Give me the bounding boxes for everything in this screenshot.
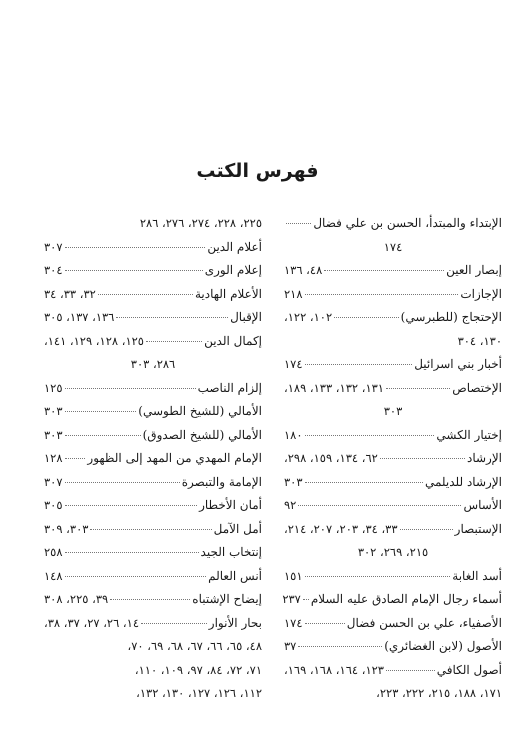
entry-title: الأمالي (للشيخ الصدوق) — [142, 427, 262, 442]
index-entry — [284, 541, 502, 565]
index-entry — [44, 565, 262, 589]
index-entry — [284, 259, 502, 283]
index-entry — [284, 377, 502, 401]
entry-title: الإرشاد — [466, 451, 502, 465]
index-entry — [44, 494, 262, 518]
entry-pages: ٣٧ — [284, 639, 297, 653]
entry-title: الإستبصار — [454, 521, 502, 536]
entry-pages: ٢٥٨ — [44, 545, 63, 559]
entry-title: إيضاح الإشتباه — [192, 592, 262, 606]
entry-pages: ٣٣، ٣٤، ٢٠٣، ٢٠٧، ٢١٤، — [284, 521, 398, 536]
entry-pages: ٤٨، ١٣٦ — [284, 263, 323, 277]
entry-pages: ١٤، ٢٦، ٢٧، ٣٧، ٣٨، — [44, 615, 140, 630]
index-entry — [44, 682, 262, 706]
index-entry — [44, 659, 262, 683]
entry-pages: ٣٠٥ — [44, 498, 63, 512]
index-entry — [284, 565, 502, 589]
entry-pages: ١٢٥، ١٢٨، ١٢٩، ١٤١، — [44, 333, 144, 348]
leader-dots — [334, 317, 399, 318]
entry-pages: ١٧٤ — [284, 615, 303, 630]
leader-dots — [65, 576, 207, 577]
entry-pages: ١٣١، ١٣٢، ١٣٣، ١٨٩، — [284, 380, 384, 395]
leader-dots — [305, 482, 423, 483]
entry-pages: ٣٠٣ — [383, 404, 403, 418]
index-entry — [284, 612, 502, 636]
entry-title: أمل الآمل — [213, 521, 262, 536]
entry-title: أمان الأخطار — [199, 498, 262, 512]
entry-pages: ٣٠٤ — [44, 263, 63, 277]
leader-dots — [305, 364, 413, 365]
index-entry — [44, 259, 262, 283]
entry-pages: ١١٢، ١٢٦، ١٢٧، ١٣٠، ١٣٢، — [136, 686, 262, 700]
leader-dots — [110, 599, 190, 600]
leader-dots — [305, 435, 435, 436]
index-entry — [44, 377, 262, 401]
index-entry — [284, 306, 502, 330]
page-title: فهرس الكتب — [196, 160, 319, 182]
entry-pages: ١٧٤ — [284, 357, 303, 371]
entry-pages: ١٣٠، ٣٠٤ — [457, 333, 502, 348]
index-entry — [44, 447, 262, 471]
leader-dots — [65, 552, 199, 553]
entry-title: الإبتداء والمبتدأ، الحسن بن علي فضال — [313, 216, 502, 230]
entry-title: أصول الكافي — [436, 662, 502, 677]
entry-pages: ٩٢ — [284, 498, 297, 512]
entry-title: الإمامة والتبصرة — [181, 474, 262, 489]
leader-dots — [400, 529, 453, 530]
leader-dots — [386, 670, 435, 671]
entry-title: إبصار العين — [446, 263, 502, 277]
entry-title: أنس العالم — [208, 568, 262, 583]
index-entry — [284, 471, 502, 495]
index-entry — [44, 471, 262, 495]
entry-pages: ٣٢، ٣٣، ٣٤ — [44, 286, 96, 301]
entry-pages: ٦٢، ١٣٤، ١٥٩، ٢٩٨، — [284, 451, 378, 465]
entry-pages: ٤٨، ٦٥، ٦٦، ٦٧، ٦٨، ٦٩، ٧٠، — [127, 639, 262, 653]
leader-dots — [65, 482, 180, 483]
leader-dots — [324, 270, 444, 271]
entry-pages: ٢٢٥، ٢٢٨، ٢٧٤، ٢٧٦، ٢٨٦ — [139, 216, 262, 230]
entry-pages: ٧١، ٧٢، ٨٤، ٩٧، ١٠٩، ١١٠، — [134, 662, 262, 677]
leader-dots — [65, 505, 198, 506]
index-entry — [44, 283, 262, 307]
entry-pages: ٣٠٣ — [44, 427, 63, 442]
leader-dots — [65, 411, 137, 412]
index-entry — [284, 494, 502, 518]
index-entry — [284, 659, 502, 683]
index-column-right — [284, 212, 502, 706]
index-entry — [44, 212, 262, 236]
entry-title: الأمالي (للشيخ الطوسي) — [138, 404, 262, 418]
index-entry — [284, 400, 502, 424]
entry-pages: ١٧١، ١٨٨، ٢١٥، ٢٢٢، ٢٢٣، — [376, 686, 502, 700]
index-entry — [44, 330, 262, 354]
entry-title: إلزام الناصب — [197, 380, 262, 395]
index-entry — [284, 518, 502, 542]
leader-dots — [305, 294, 459, 295]
entry-title: أخبار بني اسرائيل — [414, 357, 502, 371]
leader-dots — [65, 458, 86, 459]
entry-pages: ٣٠٣، ٣٠٩ — [44, 521, 89, 536]
entry-pages: ٣٩، ٢٢٥، ٣٠٨ — [44, 592, 109, 606]
entry-title: الأصول (لابن الغضائري) — [384, 639, 502, 653]
entry-pages: ٣٠٣ — [44, 404, 63, 418]
entry-pages: ١٠٢، ١٢٢، — [284, 310, 333, 324]
entry-pages: ١٤٨ — [44, 568, 63, 583]
entry-title: الأصفياء، علي بن الحسن فضال — [346, 615, 502, 630]
entry-pages: ٣٠٣ — [284, 474, 303, 489]
index-entry — [284, 236, 502, 260]
entry-pages: ٣٠٧ — [44, 239, 63, 254]
entry-title: الإختصاص — [452, 380, 502, 395]
entry-pages: ٢١٨ — [284, 286, 303, 301]
leader-dots — [90, 529, 211, 530]
leader-dots — [141, 623, 207, 624]
index-entry — [284, 588, 502, 612]
entry-pages: ١٢٣، ١٦٤، ١٦٨، ١٦٩، — [284, 662, 384, 677]
index-entry — [284, 212, 502, 236]
entry-pages: ١٢٨ — [44, 451, 63, 465]
index-entry — [44, 612, 262, 636]
leader-dots — [65, 435, 141, 436]
index-entry — [44, 400, 262, 424]
index-entry — [284, 283, 502, 307]
leader-dots — [116, 317, 228, 318]
index-entry — [44, 635, 262, 659]
entry-pages: ٢٨٦، ٣٠٣ — [130, 357, 176, 371]
index-entry — [44, 353, 262, 377]
entry-pages: ١٣٦، ١٣٧، ٣٠٥ — [44, 310, 115, 324]
entry-pages: ١٨٠ — [284, 427, 303, 442]
leader-dots — [65, 270, 203, 271]
index-entry — [44, 541, 262, 565]
entry-pages: ١٢٥ — [44, 380, 63, 395]
index-entry — [44, 306, 262, 330]
index-entry — [284, 424, 502, 448]
index-entry — [44, 588, 262, 612]
leader-dots — [298, 505, 461, 506]
entry-title: الإمام المهدي من المهد إلى الظهور — [87, 451, 262, 465]
leader-dots — [65, 247, 206, 248]
index-entry — [284, 330, 502, 354]
index-entry — [44, 424, 262, 448]
entry-pages: ١٧٤ — [383, 239, 403, 254]
entry-title: أسماء رجال الإمام الصادق عليه السلام — [310, 592, 502, 606]
index-column-left — [44, 212, 262, 706]
leader-dots — [303, 599, 309, 600]
leader-dots — [65, 388, 196, 389]
entry-pages: ١٥١ — [284, 568, 303, 583]
entry-pages: ٣٠٧ — [44, 474, 63, 489]
leader-dots — [305, 623, 345, 624]
leader-dots — [386, 388, 450, 389]
index-entry — [44, 518, 262, 542]
leader-dots — [286, 223, 311, 224]
entry-title: الإرشاد للديلمي — [424, 474, 502, 489]
entry-title: إعلام الورى — [204, 263, 262, 277]
index-entry — [284, 682, 502, 706]
entry-title: إكمال الدين — [204, 333, 262, 348]
index-entry — [284, 635, 502, 659]
index-entry — [284, 447, 502, 471]
leader-dots — [298, 646, 382, 647]
index-entry — [44, 236, 262, 260]
entry-title: بحار الأنوار — [208, 615, 262, 630]
entry-title: إنتخاب الجيد — [200, 545, 262, 559]
entry-title: أسد الغابة — [452, 568, 502, 583]
entry-title: الإحتجاج (للطبرسي) — [400, 310, 502, 324]
entry-title: الإقبال — [230, 310, 262, 324]
leader-dots — [305, 576, 451, 577]
leader-dots — [98, 294, 193, 295]
entry-pages: ٢١٥، ٢٦٩، ٣٠٢ — [357, 545, 429, 559]
entry-pages: ٢٣٧ — [282, 592, 301, 606]
entry-title: الإجازات — [460, 286, 502, 301]
entry-title: إختيار الكشي — [436, 427, 502, 442]
entry-title: أعلام الدين — [207, 239, 262, 254]
leader-dots — [380, 458, 465, 459]
entry-title: الأعلام الهادية — [194, 286, 262, 301]
index-entry — [284, 353, 502, 377]
entry-title: الأساس — [463, 498, 502, 512]
leader-dots — [146, 341, 202, 342]
